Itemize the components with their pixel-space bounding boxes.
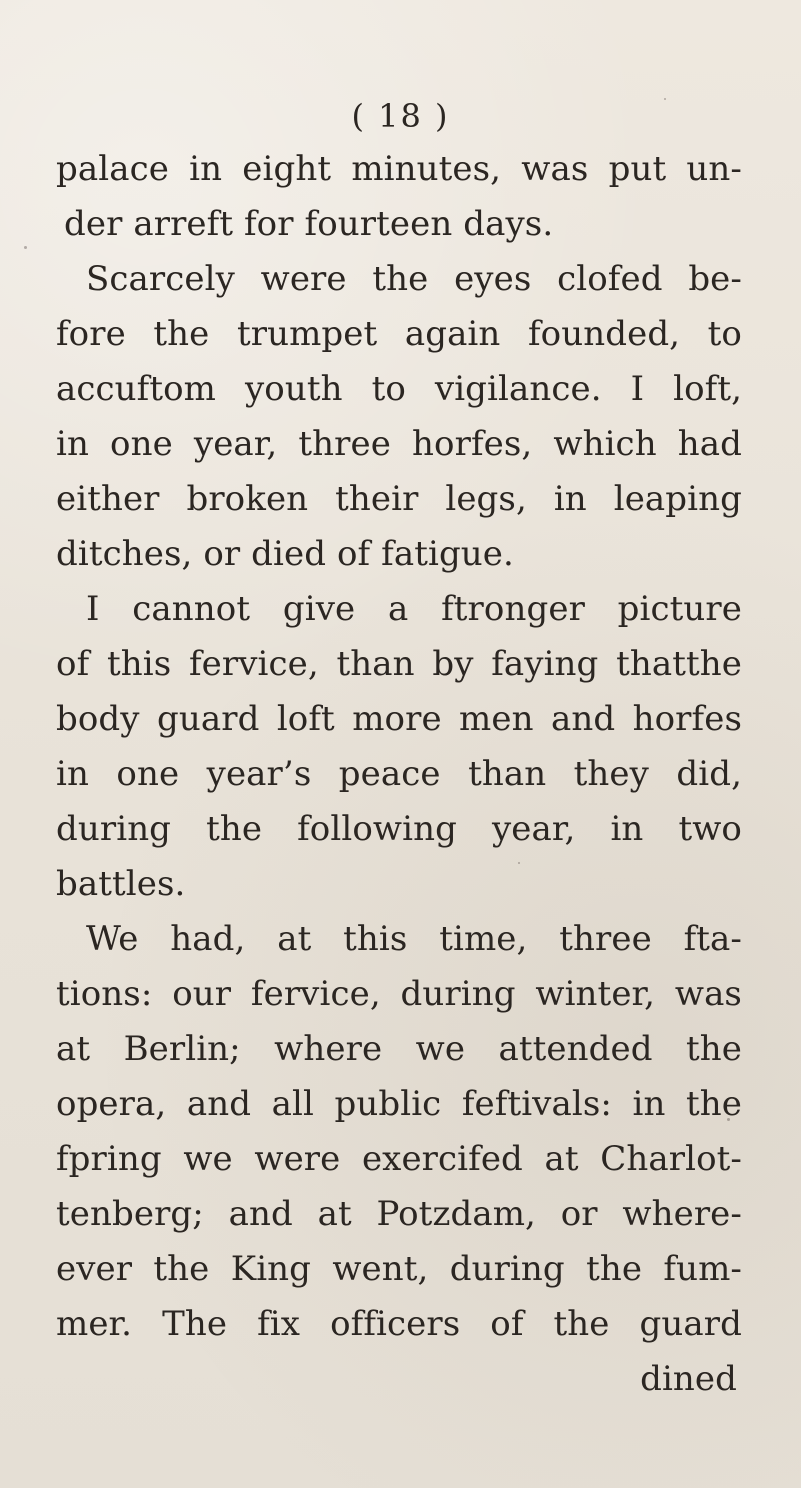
text-line-11: body guard loft more men and horfes: [56, 699, 742, 739]
body-text: [56, 142, 742, 1407]
text-line-20: tenberg; and at Potzdam, or where-: [56, 1194, 742, 1234]
text-line-12: in one year’s peace than they did,: [56, 754, 742, 794]
text-line-16: tions: our fervice, during winter, was: [56, 974, 742, 1014]
text-line-4: fore the trumpet again founded, to: [56, 314, 742, 354]
text-line-22: mer. The fix officers of the guard: [56, 1304, 742, 1344]
paper-speck: [24, 246, 27, 249]
text-line-5: accuftom youth to vigilance. I loft,: [56, 369, 742, 409]
paper-speck: [664, 98, 666, 100]
text-line-10: of this fervice, than by faying thatthe: [56, 644, 742, 684]
text-line-18: opera, and all public feftivals: in the: [56, 1084, 742, 1124]
text-line-9: I cannot give a ftronger picture: [86, 589, 742, 629]
paper-speck: [518, 862, 520, 864]
catchword: dined: [640, 1359, 737, 1399]
text-line-14: battles.: [56, 864, 186, 904]
page-number: ( 18 ): [351, 97, 450, 135]
text-line-8: ditches, or died of fatigue.: [56, 534, 514, 574]
text-line-19: fpring we were exercifed at Charlot-: [56, 1139, 742, 1179]
text-line-2: der arreft for fourteen days.: [64, 204, 554, 244]
text-line-3: Scarcely were the eyes clofed be-: [86, 259, 742, 299]
text-line-6: in one year, three horfes, which had: [56, 424, 742, 464]
text-line-1: palace in eight minutes, was put un-: [56, 149, 742, 189]
text-line-17: at Berlin; where we attended the: [56, 1029, 742, 1069]
text-line-15: We had, at this time, three fta-: [86, 919, 742, 959]
text-line-21: ever the King went, during the fum-: [56, 1249, 742, 1289]
text-line-13: during the following year, in two: [56, 809, 742, 849]
paper-speck: [727, 1118, 730, 1121]
text-line-7: either broken their legs, in leaping: [56, 479, 742, 519]
